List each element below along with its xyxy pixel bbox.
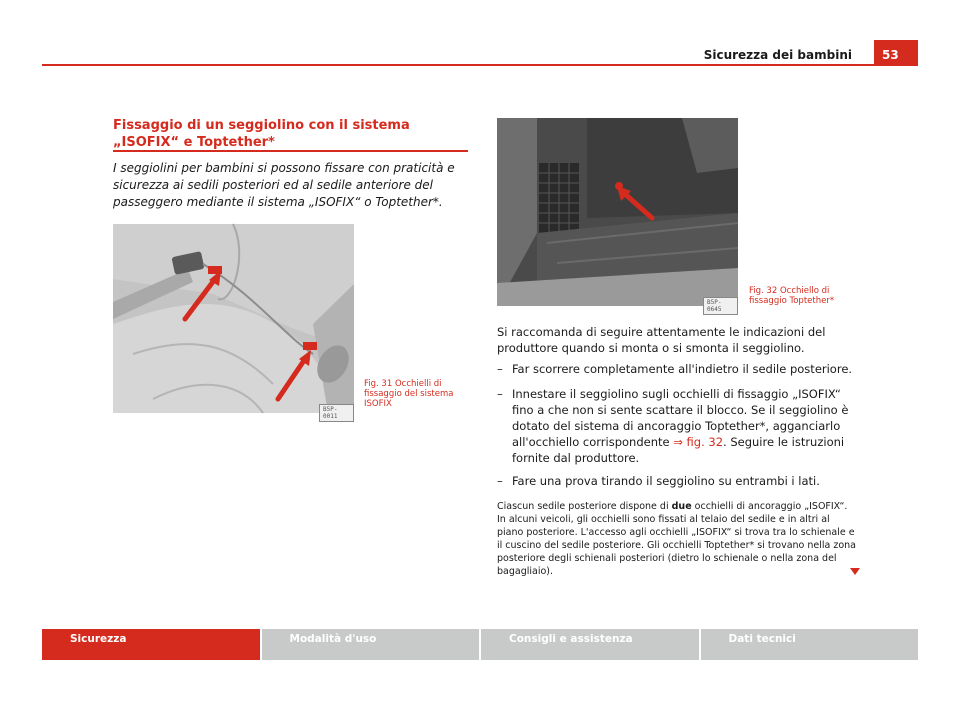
tab-dati-tecnici[interactable]: Dati tecnici — [701, 629, 919, 660]
continue-arrow-icon — [850, 568, 860, 575]
list-item — [497, 473, 857, 489]
tab-sicurezza[interactable]: Sicurezza — [42, 629, 260, 660]
tab-modalita-uso[interactable]: Modalità d'uso — [262, 629, 480, 660]
figure-32-code: B5P-0645 — [703, 297, 738, 315]
tab-consigli-assistenza[interactable]: Consigli e assistenza — [481, 629, 699, 660]
list-item-text-before: Innestare il seggiolino sugli occhielli di fissaggio „ISOFIX“ fino a che non si sente scattare il blocco. Se il seggiolino è dotato del sistema di ancoraggio Toptether*, agganciarlo all'occhiello corrispondente — [512, 387, 849, 449]
list-dash: – — [497, 474, 503, 488]
figure-31-image — [113, 224, 354, 420]
list-item-text: Far scorrere completamente all'indietro il sedile posteriore. — [512, 362, 853, 376]
note-text-after: occhielli di ancoraggio „ISOFIX“. In alcuni veicoli, gli occhielli sono fissati al telaio del sedile e in altri al piano posteriore. L'accesso agli occhielli „ISOFIX“ si trova tra lo schienale e il cuscino del sedile posteriore. Gli occhielli Toptether* si trovano nella zona posteriore degli schienali posteriori (dietro lo schienale o nella zona del bagagliaio). — [497, 501, 857, 577]
list-dash: – — [497, 362, 503, 376]
page-number: 53 — [874, 40, 918, 66]
list-item — [497, 361, 857, 377]
footer-nav — [42, 629, 918, 660]
note-bold: due — [671, 501, 692, 512]
header-rule — [42, 64, 918, 66]
figure-32-link[interactable]: ⇒ fig. 32 — [673, 435, 724, 449]
list-dash: – — [497, 387, 503, 401]
figure-32-image — [497, 118, 738, 313]
toptether-trunk-illustration — [497, 118, 738, 306]
note-text-before: Ciascun sedile posteriore dispone di — [497, 501, 672, 512]
figure-32-caption: Fig. 32 Occhiello di fissaggio Toptether* — [749, 286, 835, 306]
note-paragraph — [497, 500, 857, 578]
list-item — [497, 386, 857, 466]
article-title: Fissaggio di un seggiolino con il sistema „ISOFIX“ e Toptether* — [113, 118, 410, 150]
article-title-rule — [113, 150, 468, 152]
figure-31-code: B5P-0011 — [319, 404, 354, 422]
section-title: Sicurezza dei bambini — [703, 48, 852, 62]
list-item-text-after: . Seguire le istruzioni fornite dal produttore. — [512, 435, 845, 465]
list-item-text: Fare una prova tirando il seggiolino su entrambi i lati. — [512, 474, 820, 488]
article-intro: I seggiolini per bambini si possono fissare con praticità e sicurezza ai sedili posteriori ed al sedile anteriore del passeggero mediante il sistema „ISOFIX“ o Toptether*. — [113, 161, 455, 209]
figure-31-caption: Fig. 31 Occhielli di fissaggio del sistema ISOFIX — [364, 379, 454, 409]
intro-paragraph: Si raccomanda di seguire attentamente le indicazioni del produttore quando si monta o si smonta il seggiolino. — [497, 325, 826, 355]
isofix-seat-illustration — [113, 224, 354, 413]
list-item-text — [497, 386, 857, 466]
